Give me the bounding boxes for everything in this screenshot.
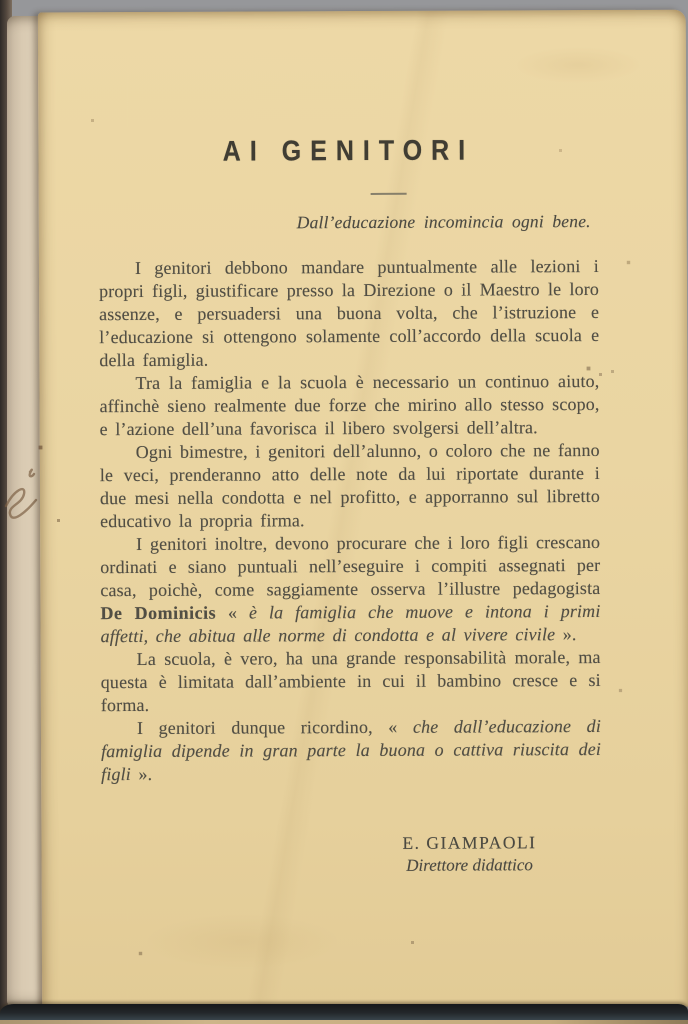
paragraph	[101, 715, 601, 786]
body-text	[99, 255, 601, 786]
text-segment: La scuola, è vero, ha una grande responsabilità morale, ma questa è limitata dall’ambiente in cui il bambino cresce e si forma.	[100, 646, 601, 716]
text-segment: Tra la famiglia e la scuola è necessario un continuo aiuto, affinchè sieno realmente due forze che mirino allo stesso scopo, e l’azione dell’una favorisca il libero svolgersi dell’altra.	[99, 370, 600, 440]
book-page	[38, 10, 688, 1010]
text-segment: I genitori dunque ricordino, «	[136, 716, 413, 738]
text-segment: che dall’educazione di famiglia dipende in gran parte la buona o cattiva riuscita dei figli	[101, 715, 602, 785]
paragraph	[99, 255, 599, 372]
text-segment: I genitori inoltre, devono procurare che i loro figli crescano ordinati e siano puntuali nell’eseguire i compiti assegnati per casa, poichè, come saggiamente osserva l’illustre pedagogista	[100, 531, 601, 601]
text-segment: I genitori debbono mandare puntualmente alle lezioni i propri figli, giustificare presso la Direzione o il Maestro le loro assenze, e persuadersi una buona volta, che l’istruzione e l’educazione si ottengono solamente coll’accordo della scuola e della famiglia.	[99, 255, 600, 371]
text-segment: «	[216, 602, 250, 623]
page-title: AI GENITORI	[222, 134, 475, 168]
paragraph	[100, 531, 600, 648]
signature-block	[359, 832, 579, 876]
text-segment: ».	[555, 624, 577, 645]
book-bottom-page-block	[0, 1020, 688, 1024]
signature-name: E. GIAMPAOLI	[402, 832, 537, 853]
book-bottom-edge	[0, 1004, 688, 1020]
text-segment: De Dominicis	[100, 602, 217, 624]
paragraph	[99, 370, 599, 441]
text-segment: è la famiglia che muove e intona i primi affetti, che abitua alle norme di condotta e al vivere civile	[100, 600, 601, 647]
signature-role: Direttore didattico	[406, 855, 533, 875]
text-segment: Ogni bimestre, i genitori dell’alunno, o coloro che ne fanno le veci, prenderanno atto delle note da lui riportate durante i due mesi nella condotta e nel profitto, e apporranno sul libretto educativo la propria firma.	[99, 439, 600, 532]
paragraph	[101, 646, 601, 717]
paragraph	[100, 439, 600, 533]
title-divider	[371, 193, 407, 195]
handwriting-mark	[0, 454, 40, 554]
text-segment: ».	[130, 763, 153, 785]
epigraph: Dall’educazione incomincia ogni bene.	[296, 211, 591, 233]
